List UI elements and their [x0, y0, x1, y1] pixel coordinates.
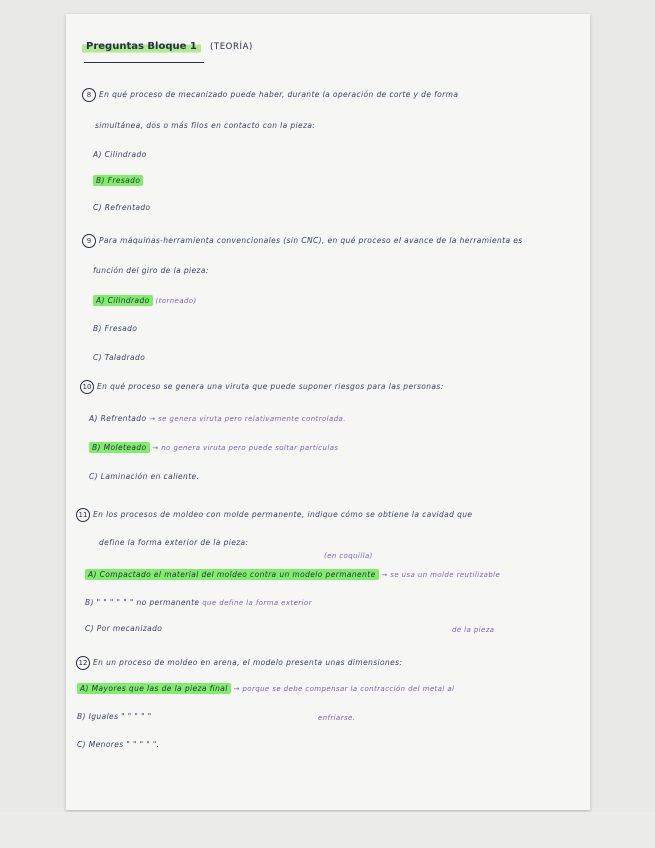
q8-text-line1: En qué proceso de mecanizado puede haber, durante la operación de corte y de forma [99, 90, 459, 99]
q11-option-c: C) Por mecanizado [85, 624, 163, 633]
q12-option-a [77, 684, 454, 693]
page-title: Preguntas Bloque 1 [82, 40, 201, 53]
q10-option-b-note: → no genera viruta pero puede soltar partículas [152, 444, 339, 452]
q8-text-line2: simultánea, dos o más filos en contacto con la pieza: [95, 121, 316, 130]
q12-option-a-note: → porque se debe compensar la contracción del metal al [233, 685, 455, 693]
q8-answer-highlight: B) Fresado [93, 175, 143, 186]
q10-option-a-note: → se genera viruta pero relativamente controlada. [149, 415, 346, 423]
q12-answer-highlight: A) Mayores que las de la pieza final [77, 683, 231, 694]
q9-answer-highlight: A) Cilindrado [93, 295, 153, 306]
q12-option-c: C) Menores " " " " ". [77, 740, 160, 749]
q9-option-b: B) Fresado [93, 324, 138, 333]
q10-answer-highlight: B) Moleteado [89, 442, 150, 453]
q12-option-b: B) Iguales " " " " " [77, 712, 152, 721]
page-subtitle: (TEORÍA) [210, 42, 253, 52]
q11-option-a [85, 570, 500, 579]
question-number-8: 8 [82, 88, 96, 102]
q11-option-a-note: → se usa un molde reutilizable [381, 571, 501, 579]
q8-option-b [93, 176, 143, 185]
q11-answer-highlight: A) Compactado el material del moldeo contra un modelo permanente [85, 569, 379, 580]
q10-option-b [89, 443, 338, 452]
q8-option-a: A) Cilindrado [93, 150, 147, 159]
title-underline [84, 62, 204, 63]
q11-option-b [85, 598, 312, 607]
q10-option-c: C) Laminación en caliente. [89, 472, 200, 481]
q9-text-line1: Para máquinas-herramienta convencionales (sin CNC), en qué proceso el avance de la herramienta es [99, 236, 523, 245]
q11-option-c-note: de la pieza [452, 626, 495, 634]
q11-note-above: (en coquilla) [324, 552, 373, 560]
question-number-12: 12 [76, 656, 90, 670]
q9-text-line2: función del giro de la pieza: [93, 266, 209, 275]
question-number-10: 10 [80, 380, 94, 394]
q9-option-a [93, 296, 197, 305]
q12-text-line1: En un proceso de moldeo en arena, el modelo presenta unas dimensiones: [93, 658, 403, 667]
q11-text-line2: define la forma exterior de la pieza: [99, 538, 249, 547]
question-number-9: 9 [82, 234, 96, 248]
q10-text-line1: En qué proceso se genera una viruta que puede suponer riesgos para las personas: [97, 382, 444, 391]
q8-option-c: C) Refrentado [93, 203, 151, 212]
q10-option-a [89, 414, 346, 423]
q11-option-b-note: que define la forma exterior [202, 599, 312, 607]
background-shade [0, 812, 655, 848]
q11-text-line1: En los procesos de moldeo con molde permanente, indique cómo se obtiene la cavidad que [93, 510, 473, 519]
q10-option-a-label: A) Refrentado [89, 414, 147, 423]
question-number-11: 11 [76, 508, 90, 522]
q9-option-c: C) Taladrado [93, 353, 146, 362]
q11-option-b-label: B) " " " " " " no permanente [85, 598, 200, 607]
q12-option-a-note-2: enfriarse. [318, 714, 356, 722]
q9-option-a-note: (torneado) [155, 297, 197, 305]
